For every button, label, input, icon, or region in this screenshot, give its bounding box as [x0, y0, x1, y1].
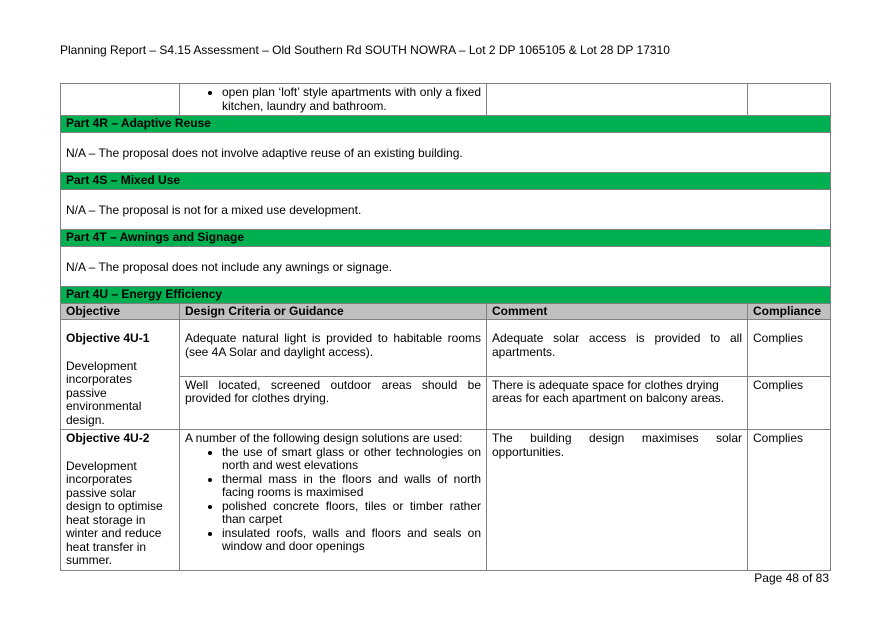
objective-4u1-cell	[61, 320, 180, 430]
criteria-intro: A number of the following design solutions are used:	[185, 431, 463, 445]
compliance-cell: Complies	[748, 430, 831, 571]
section-heading-4u: Part 4U – Energy Efficiency	[61, 287, 831, 304]
column-header-row	[61, 303, 831, 320]
objective-text: Development incorporates passive solar design to optimise heat storage in winter and reduce heat transfer in summer.	[66, 458, 163, 567]
column-header-criteria: Design Criteria or Guidance	[180, 303, 487, 320]
criteria-bullet: • the use of smart glass or other technologies on north and west elevations	[222, 446, 481, 473]
comment-cell: There is adequate space for clothes drying areas for each apartment on balcony areas.	[487, 376, 748, 429]
column-header-comment: Comment	[487, 303, 748, 320]
section-text-4r: N/A – The proposal does not involve adaptive reuse of an existing building.	[61, 132, 831, 173]
page-number: Page 48 of 83	[754, 571, 829, 585]
continued-bullet: • open plan ‘loft’ style apartments with only a fixed kitchen, laundry and bathroom.	[222, 86, 481, 113]
objective-title: Objective 4U-2	[66, 431, 150, 445]
comment-cell: The building design maximises solar opportunities.	[487, 430, 748, 571]
criteria-bullet: • thermal mass in the floors and walls of north facing rooms is maximised	[222, 473, 481, 500]
compliance-cell: Complies	[748, 376, 831, 429]
objective-text: Development incorporates passive environmental design.	[66, 358, 142, 427]
section-text-4t: N/A – The proposal does not include any awnings or signage.	[61, 246, 831, 287]
continued-row	[61, 84, 831, 116]
objective-4u2-cell	[61, 430, 180, 571]
compliance-cell: Complies	[748, 320, 831, 377]
column-header-objective: Objective	[61, 303, 180, 320]
section-heading-4t: Part 4T – Awnings and Signage	[61, 230, 831, 247]
criteria-cell: Well located, screened outdoor areas should be provided for clothes drying.	[180, 376, 487, 429]
objective-4u1-row-1	[61, 320, 831, 377]
section-heading-4r: Part 4R – Adaptive Reuse	[61, 116, 831, 133]
criteria-bullet: • insulated roofs, walls and floors and seals on window and door openings	[222, 527, 481, 554]
objective-4u2-row	[61, 430, 831, 571]
criteria-bullet: • polished concrete floors, tiles or timber rather than carpet	[222, 500, 481, 527]
page-header: Planning Report – S4.15 Assessment – Old Southern Rd SOUTH NOWRA – Lot 2 DP 1065105 & Lot 28 DP 17310	[60, 43, 670, 57]
column-header-compliance: Compliance	[748, 303, 831, 320]
section-heading-4s: Part 4S – Mixed Use	[61, 173, 831, 190]
comment-cell: Adequate solar access is provided to all apartments.	[487, 320, 748, 377]
objective-title: Objective 4U-1	[66, 331, 150, 345]
section-text-4s: N/A – The proposal is not for a mixed use development.	[61, 189, 831, 230]
assessment-table	[60, 83, 831, 571]
criteria-cell: Adequate natural light is provided to habitable rooms (see 4A Solar and daylight access).	[180, 320, 487, 377]
criteria-cell	[180, 430, 487, 571]
